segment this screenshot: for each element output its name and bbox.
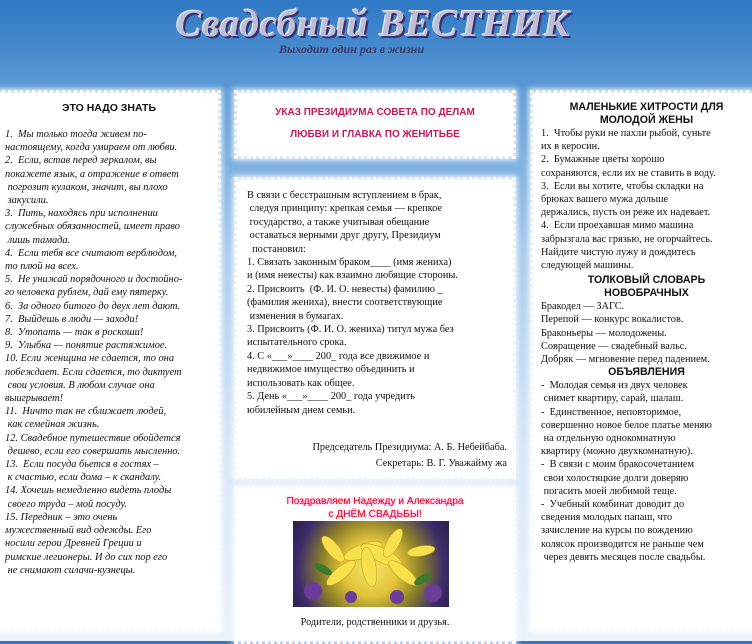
decree-line: следуя принципу: крепкая семья — крепкое <box>247 203 442 215</box>
greeting-line-1: Поздравляем Надежду и Александра <box>286 496 464 507</box>
ad-line: погасить моей любимой теще. <box>541 485 677 497</box>
tip-line: Найдите чистую лужу и дождитесь <box>541 246 696 258</box>
lily-bouquet-image <box>293 521 449 607</box>
decree-line: 5. День «___»____ 200_ года учредить <box>247 391 415 403</box>
ad-line: - Молодая семья из двух человек <box>541 380 688 392</box>
know-this-line: то плюй на всех. <box>5 261 79 273</box>
decree-line: 4. С «___»____ 200_ года все движимое и <box>247 350 430 362</box>
dictionary-entry: Бракодел — ЗАГС. <box>541 301 625 313</box>
know-this-line: к счастью, если дома – к скандалу. <box>5 472 162 484</box>
know-this-line: 14. Хочешь немедленно видеть плоды <box>5 485 172 497</box>
ad-line: снимет квартиру, сарай, шалаш. <box>541 393 684 405</box>
know-this-line: 12. Свадебное путешествие обойдется <box>5 432 181 444</box>
know-this-panel <box>0 93 218 629</box>
dictionary-entry: Добряк — мгновение перед падением. <box>541 354 710 366</box>
know-this-line: 9. Улыбка — понятие растяжимое. <box>5 340 168 352</box>
decree-title-panel <box>237 93 513 156</box>
decree-line: испытательного срока. <box>247 337 347 349</box>
ad-line: зачисление на курсы по вождению <box>541 525 693 537</box>
greeting-line-2: с ДНЁМ СВАДЬБЫ! <box>328 509 422 520</box>
dictionary-list <box>541 300 752 366</box>
newspaper-title: Свадсбный ВЕСТНИК <box>176 3 571 45</box>
decree-line: (фамилия жениха), внести соответствующие <box>247 297 443 309</box>
decree-line: постановил: <box>247 243 306 255</box>
decree-line: недвижимое имущество объединить и <box>247 364 415 376</box>
know-this-line: не снимают силачи-кузнецы. <box>5 564 136 576</box>
decree-line: В связи с бесстрашным вступлением в брак, <box>247 190 442 201</box>
dictionary-heading-line-2: НОВОБРАЧНЫХ <box>604 287 689 300</box>
decree-line: 1. Связать законным браком____ (имя жениха) <box>247 257 452 269</box>
decree-body-panel <box>237 180 513 476</box>
know-this-line: покажете язык, а отражение в ответ <box>5 168 179 180</box>
decree-chairman: Председатель Президиума: А. Б. Небейбаба. <box>312 442 507 453</box>
ad-line: сведения молодых папаш, что <box>541 512 673 524</box>
tip-line: забрызгала вас грязью, не огорчайтесь. <box>541 233 713 245</box>
know-this-list <box>0 128 218 577</box>
ad-line: на отдельную однокомнатную <box>541 433 676 445</box>
know-this-line: 2. Если, встав перед зеркалом, вы <box>5 155 157 167</box>
tip-line: 2. Бумажные цветы хорошо <box>541 154 665 166</box>
tip-line: сохраняются, если их не ставить в воду. <box>541 167 716 179</box>
know-this-line: погрозит кулаком, значит, вы плохо <box>5 181 168 193</box>
greeting-signature: Родители, родственники и друзья. <box>300 617 450 628</box>
ad-line: колясок производится не раньше чем <box>541 538 704 550</box>
know-this-line: 4. Если тебя все считают верблюдом, <box>5 247 178 259</box>
know-this-line: носили герои Древней Греции и <box>5 538 142 550</box>
decree-line: 2. Присвоить (Ф. И. О. невесты) фамилию _ <box>247 283 443 295</box>
decree-line: оставаться верными друг другу, Президиум <box>247 230 441 242</box>
tip-line: держались, пусть он реже их надевает. <box>541 207 711 219</box>
ad-line: - Единственное, неповторимое, <box>541 406 682 418</box>
decree-line: изменения в бумагах. <box>247 310 344 322</box>
know-this-line: го человека рублем, дай ему пятерку. <box>5 287 169 299</box>
tips-heading-line-1: МАЛЕНЬКИЕ ХИТРОСТИ ДЛЯ <box>569 101 724 113</box>
tip-line: 4. Если проехавшая мимо машина <box>541 220 694 232</box>
know-this-line: 15. Передник – это очень <box>5 511 118 523</box>
decree-line: 3. Присвоить (Ф. И. О. жениха) титул мужа без <box>247 324 454 336</box>
decree-line: использовать как общее. <box>247 377 355 389</box>
decree-secretary: Секретарь: В. Г. Уважайму жа <box>375 458 507 469</box>
decree-line: государство, а также учитывая обещание <box>247 216 430 228</box>
know-this-line: дешево, если его совершать мысленно. <box>5 445 181 457</box>
dictionary-entry: Совращение — свадебный вальс. <box>541 340 687 352</box>
know-this-line: своего труда – мой посуду. <box>5 498 128 510</box>
ad-line: - В связи с моим бракосочетанием <box>541 459 694 471</box>
decree-line: и (имя невесты) как взаимно любящие стороны. <box>247 270 458 282</box>
tip-line: их в керосин. <box>541 141 600 153</box>
tip-line: брюках вашего мужа дольше <box>541 194 669 206</box>
decree-title-line-2: ЛЮБВИ И ГЛАВКА ПО ЖЕНИТЬБЕ <box>290 129 460 140</box>
know-this-line: римские легионеры. И до сих пор его <box>5 551 168 563</box>
know-this-line: 7. Выйдешь в люди — заходи! <box>5 313 139 325</box>
know-this-line: настоящему, когда умираем от любви. <box>5 142 178 154</box>
know-this-line: свои условия. В любом случае она <box>5 379 155 391</box>
tips-heading-line-2: МОЛОДОЙ ЖЕНЫ <box>599 114 694 126</box>
decree-line: юбилейным днем семьи. <box>247 404 356 416</box>
decree-title-line-1: УКАЗ ПРЕЗИДИУМА СОВЕТА ПО ДЕЛАМ <box>275 107 475 118</box>
know-this-line: 13. Если посуда бьется в гостях – <box>5 459 159 471</box>
ad-line: через девять месяцев после свадьбы. <box>541 551 706 563</box>
know-this-heading: ЭТО НАДО ЗНАТЬ <box>61 102 156 114</box>
know-this-line: мужественный вид одежды. Его <box>5 525 152 537</box>
know-this-line: 11. Ничто так не сближает людей, <box>5 406 167 418</box>
know-this-line: закусили. <box>5 195 49 207</box>
right-panel <box>533 93 752 629</box>
ads-list <box>541 379 752 564</box>
know-this-line: 8. Утопать — так в роскоши! <box>5 327 144 339</box>
know-this-line: как семейная жизнь. <box>5 419 100 431</box>
know-this-line: побеждает. Если сдается, то диктует <box>5 366 182 378</box>
decree-text <box>247 189 511 417</box>
right-content <box>541 101 752 564</box>
know-this-line: служебных обязанностей, имеет право <box>5 221 180 233</box>
dictionary-entry: Перепой — конкурс вокалистов. <box>541 314 684 326</box>
tip-line: 1. Чтобы руки не пахли рыбой, суньте <box>541 128 711 139</box>
know-this-line: лишь тамада. <box>5 234 71 246</box>
ad-line: - Учебный комбинат доводит до <box>541 499 685 511</box>
greeting-panel <box>237 489 513 641</box>
know-this-line: выигрывает! <box>5 393 64 405</box>
masthead <box>0 0 752 80</box>
tip-line: 3. Если вы хотите, чтобы складки на <box>541 180 704 192</box>
ad-line: квартиру (можно двухкомнатную). <box>541 446 693 458</box>
know-this-line: 1. Мы только тогда живем по- <box>5 129 147 140</box>
tip-line: следующей машины. <box>541 260 634 272</box>
know-this-line: 3. Пить, находясь при исполнении <box>5 208 158 220</box>
ads-heading: ОБЪЯВЛЕНИЯ <box>608 366 685 379</box>
tips-list <box>541 127 752 272</box>
know-this-line: 5. Не унижай порядочного и достойно- <box>5 274 183 286</box>
know-this-line: 6. За одного битого до двух лет дают. <box>5 300 181 312</box>
ad-line: совершенно новое белое платье меняю <box>541 419 712 431</box>
know-this-line: 10. Если женщина не сдается, то она <box>5 353 175 365</box>
dictionary-entry: Браконьеры — молодожены. <box>541 327 667 339</box>
newspaper-subtitle: Выходит один раз в жизни <box>279 42 425 56</box>
dictionary-heading-line-1: ТОЛКОВЫЙ СЛОВАРЬ <box>587 274 706 287</box>
ad-line: свои холостяцкие долги доверяю <box>541 472 689 484</box>
